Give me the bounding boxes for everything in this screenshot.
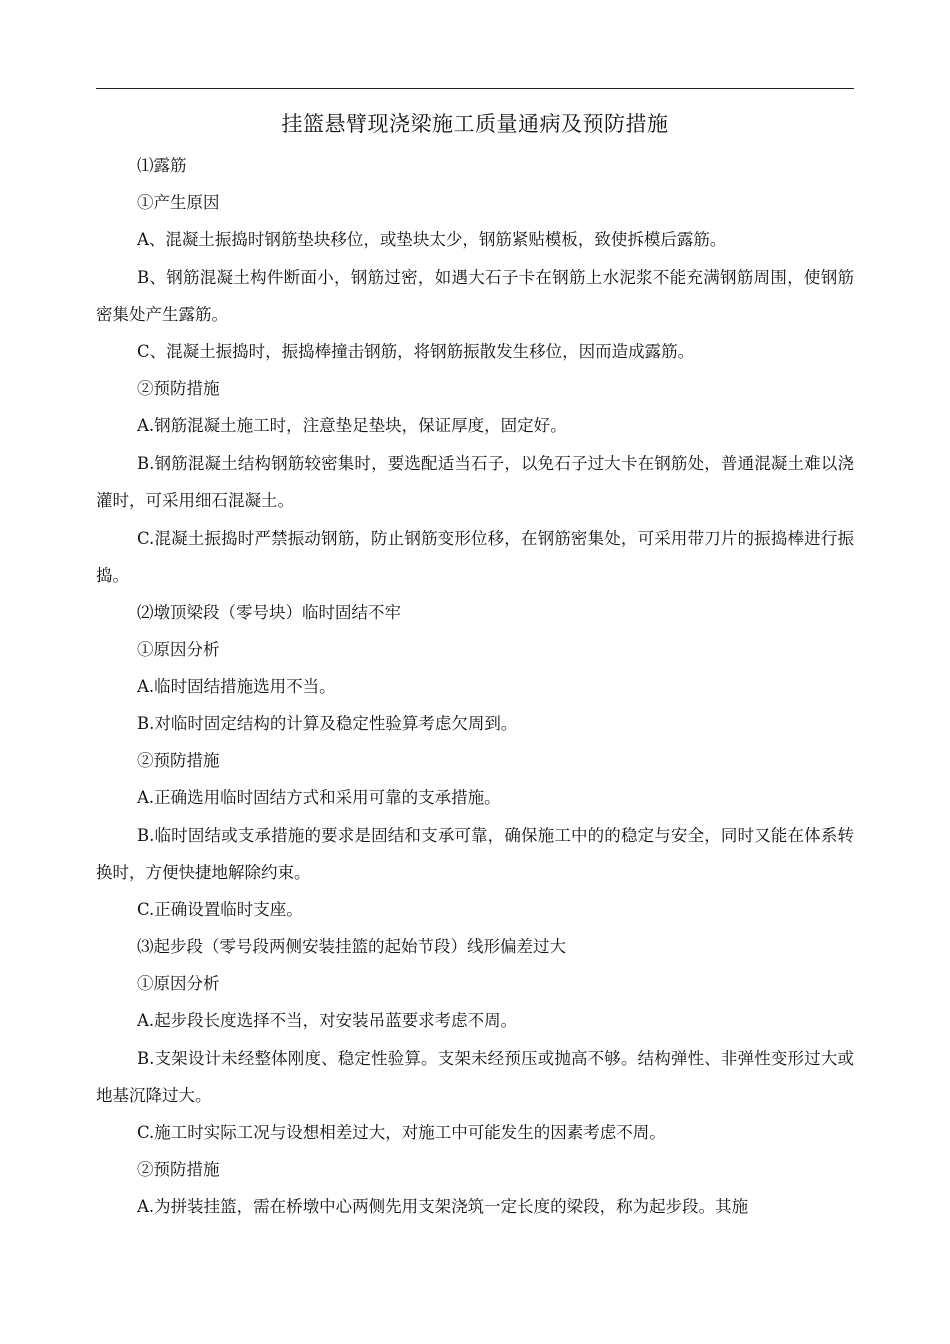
paragraph: B、钢筋混凝土构件断面小，钢筋过密，如遇大石子卡在钢筋上水泥浆不能充满钢筋周围，使钢筋密集处产生露筋。 [96, 268, 854, 324]
paragraph: B.临时固结或支承措施的要求是固结和支承可靠，确保施工中的的稳定与安全，同时又能在体系转换时，方便快捷地解除约束。 [96, 826, 854, 882]
paragraph: C.混凝土振捣时严禁振动钢筋，防止钢筋变形位移，在钢筋密集处，可采用带刀片的振捣棒进行振捣。 [96, 529, 854, 585]
paragraph: A.为拼装挂篮，需在桥墩中心两侧先用支架浇筑一定长度的梁段，称为起步段。其施 [137, 1197, 749, 1216]
paragraph: C.正确设置临时支座。 [137, 900, 303, 919]
paragraph: ⑴露筋 [137, 156, 187, 175]
paragraph: B.对临时固定结构的计算及稳定性验算考虑欠周到。 [137, 714, 518, 733]
paragraph: ②预防措施 [137, 751, 220, 770]
paragraph: ①原因分析 [137, 974, 220, 993]
paragraph: A.起步段长度选择不当，对安装吊蓝要求考虑不周。 [137, 1011, 518, 1030]
paragraph: B.支架设计未经整体刚度、稳定性验算。支架未经预压或抛高不够。结构弹性、非弹性变形过大或地基沉降过大。 [96, 1049, 854, 1105]
paragraph: A、混凝土振捣时钢筋垫块移位，或垫块太少，钢筋紧贴模板，致使拆模后露筋。 [137, 230, 727, 249]
paragraph: A.临时固结措施选用不当。 [137, 677, 336, 696]
paragraph: C、混凝土振捣时，振捣棒撞击钢筋，将钢筋振散发生移位，因而造成露筋。 [137, 342, 695, 361]
paragraph: ②预防措施 [137, 379, 220, 398]
paragraph: B.钢筋混凝土结构钢筋较密集时，要选配适当石子，以免石子过大卡在钢筋处，普通混凝土难以浇灌时，可采用细石混凝土。 [96, 454, 854, 510]
document-title: 挂篮悬臂现浇梁施工质量通病及预防措施 [281, 112, 669, 136]
paragraph: ⑶起步段（零号段两侧安装挂篮的起始节段）线形偏差过大 [137, 937, 566, 956]
paragraph: ①产生原因 [137, 193, 220, 212]
paragraph: A.钢筋混凝土施工时，注意垫足垫块，保证厚度，固定好。 [137, 416, 567, 435]
paragraph: ⑵墩顶梁段（零号块）临时固结不牢 [137, 603, 401, 622]
paragraph: ②预防措施 [137, 1160, 220, 1179]
paragraph: A.正确选用临时固结方式和采用可靠的支承措施。 [137, 788, 501, 807]
header-rule [96, 88, 854, 89]
paragraph: C.施工时实际工况与设想相差过大，对施工中可能发生的因素考虑不周。 [137, 1123, 666, 1142]
paragraph: ①原因分析 [137, 640, 220, 659]
document-body [96, 153, 854, 1231]
